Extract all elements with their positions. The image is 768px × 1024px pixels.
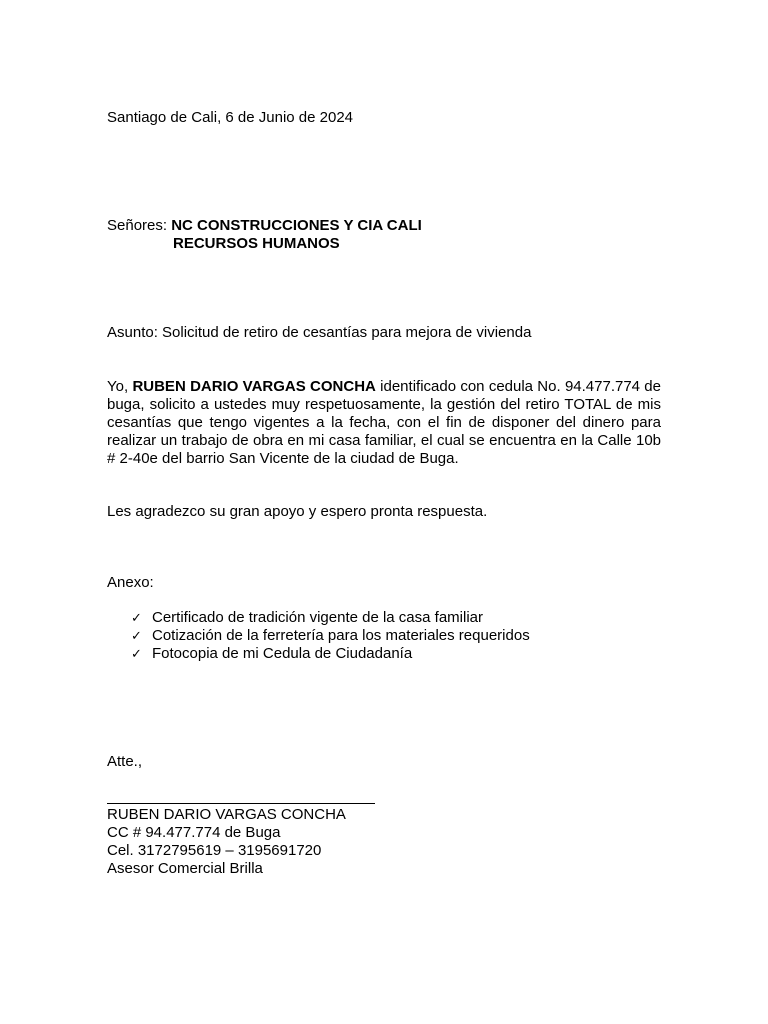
annex-item-text: Fotocopia de mi Cedula de Ciudadanía [152, 645, 413, 662]
annex-label: Anexo: [107, 574, 154, 591]
closing-line: Atte., [107, 753, 143, 770]
annex-item [131, 645, 530, 663]
signature-phone: Cel. 3172795619 – 3195691720 [107, 842, 322, 859]
signature-name: RUBEN DARIO VARGAS CONCHA [107, 806, 346, 823]
recipient-line [107, 217, 422, 235]
annex-list [131, 609, 530, 663]
salutation-label: Señores: [107, 217, 172, 234]
body-paragraph [107, 378, 661, 468]
annex-item-text: Cotización de la ferretería para los materiales requeridos [152, 627, 530, 644]
body-text: identificado con cedula No. 94.477.774 de buga, solicito a ustedes muy respetuosamente, la gestión del retiro TOTAL de mis cesantías que tengo vigentes a la fecha, con el fin de disponer del dinero para realizar un trabajo de obra en mi casa familiar, el cual se encuentra en la Calle 10b # 2-40e del barrio San Vicente de la ciudad de Buga. [107, 378, 661, 467]
thanks-line: Les agradezco su gran apoyo y espero pronta respuesta. [107, 503, 488, 520]
signature-id: CC # 94.477.774 de Buga [107, 824, 281, 841]
recipient-department: RECURSOS HUMANOS [173, 235, 340, 252]
recipient-company: NC CONSTRUCCIONES Y CIA CALI [171, 217, 422, 234]
signature-line [107, 803, 375, 804]
check-icon: ✓ [131, 611, 142, 626]
check-icon: ✓ [131, 647, 142, 662]
annex-item [131, 609, 530, 627]
check-icon: ✓ [131, 629, 142, 644]
signature-role: Asesor Comercial Brilla [107, 860, 263, 877]
body-name: RUBEN DARIO VARGAS CONCHA [132, 378, 376, 395]
date-line: Santiago de Cali, 6 de Junio de 2024 [107, 109, 354, 126]
body-prefix: Yo, [107, 378, 133, 395]
annex-item-text: Certificado de tradición vigente de la casa familiar [152, 609, 484, 626]
subject-line: Asunto: Solicitud de retiro de cesantías para mejora de vivienda [107, 324, 532, 341]
annex-item [131, 627, 530, 645]
